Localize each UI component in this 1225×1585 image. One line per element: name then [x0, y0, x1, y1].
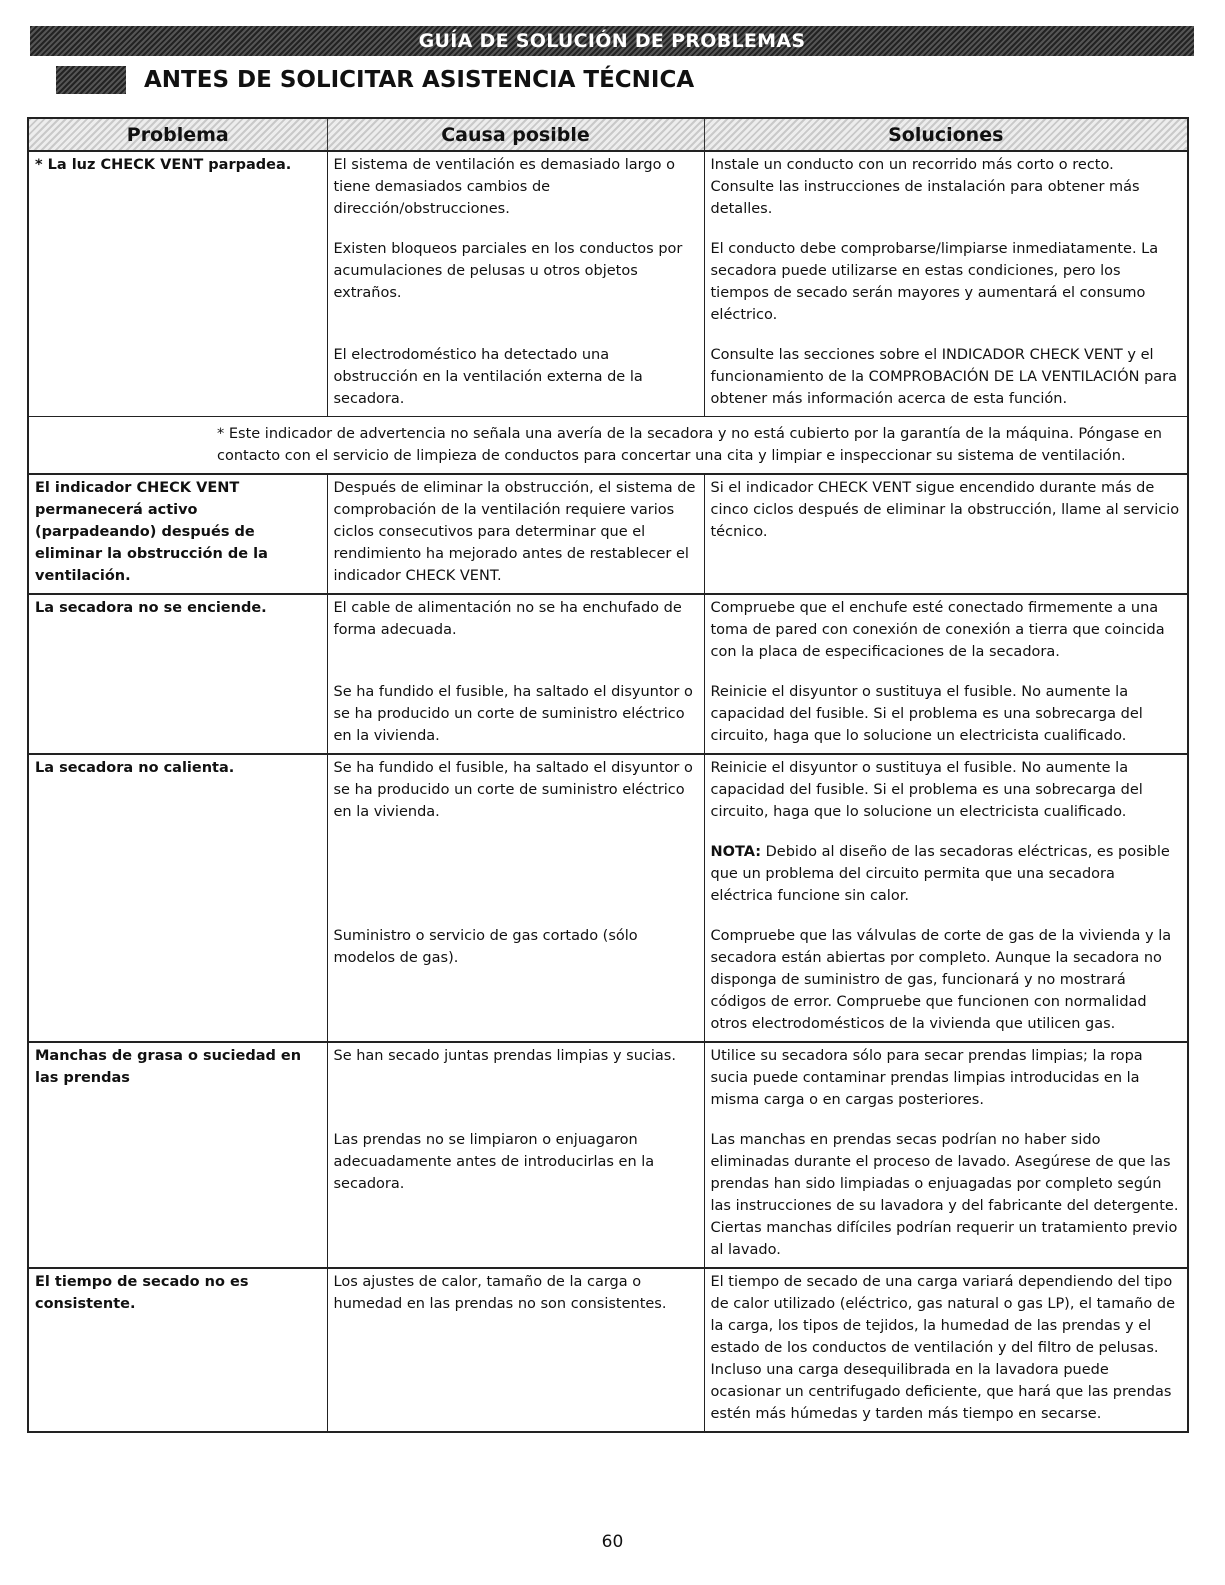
solution-cell: Si el indicador CHECK VENT sigue encendido durante más de cinco ciclos después de eliminar la obstrucción, llame al servicio técnico. [704, 474, 1188, 594]
warning-footnote: * Este indicador de advertencia no señala una avería de la secadora y no está cubierto por la garantía de la máquina. Póngase en contacto con el servicio de limpieza de conductos para concertar una cita y limpiar e inspeccionar su sistema de ventilación. [28, 417, 1188, 475]
table-row [28, 1042, 1188, 1117]
cause-cell: El cable de alimentación no se ha enchufado de forma adecuada. [327, 594, 704, 669]
table-row [28, 151, 1188, 226]
table-row [28, 594, 1188, 669]
cause-cell: Suministro o servicio de gas cortado (sólo modelos de gas). [327, 913, 704, 1042]
cause-cell: El sistema de ventilación es demasiado largo o tiene demasiados cambios de dirección/obstrucciones. [327, 151, 704, 226]
table-row [28, 754, 1188, 829]
solution-cell: Consulte las secciones sobre el INDICADOR CHECK VENT y el funcionamiento de la COMPROBACIÓN DE LA VENTILACIÓN para obtener más información acerca de esta función. [704, 332, 1188, 417]
problem-cell: La secadora no calienta. [28, 754, 327, 1042]
cause-cell: Después de eliminar la obstrucción, el sistema de comprobación de la ventilación requiere varios ciclos consecutivos para determinar que el rendimiento ha mejorado antes de restablecer el indicador CHECK VENT. [327, 474, 704, 594]
solution-cell: Las manchas en prendas secas podrían no haber sido eliminadas durante el proceso de lavado. Asegúrese de que las prendas han sido limpiadas o enjuagadas por completo según las instrucciones de su lavadora y del fabricante del detergente. Ciertas manchas difíciles podrían requerir un tratamiento previo al lavado. [704, 1117, 1188, 1268]
cause-cell: Se ha fundido el fusible, ha saltado el disyuntor o se ha producido un corte de suministro eléctrico en la vivienda. [327, 754, 704, 829]
cause-cell: Existen bloqueos parciales en los conductos por acumulaciones de pelusas u otros objetos extraños. [327, 226, 704, 332]
solution-note-cell [704, 829, 1188, 913]
troubleshooting-table [27, 117, 1189, 1433]
solution-cell: Compruebe que el enchufe esté conectado firmemente a una toma de pared con conexión de conexión a tierra que coincida con la placa de especificaciones de la secadora. [704, 594, 1188, 669]
header-cause: Causa posible [327, 118, 704, 151]
cause-cell [327, 829, 704, 913]
note-label: NOTA: [710, 844, 762, 860]
problem-cell: * La luz CHECK VENT parpadea. [28, 151, 327, 417]
cause-cell: Las prendas no se limpiaron o enjuagaron adecuadamente antes de introducirlas en la secadora. [327, 1117, 704, 1268]
solution-cell: El tiempo de secado de una carga variará dependiendo del tipo de calor utilizado (eléctrico, gas natural o gas LP), el tamaño de la carga, los tipos de tejidos, la humedad de las prendas y el estado de los conductos de ventilación y del filtro de pelusas. Incluso una carga desequilibrada en la lavadora puede ocasionar un centrifugado deficiente, que hará que las prendas estén más húmedas y tarden más tiempo en secarse. [704, 1268, 1188, 1432]
problem-cell: Manchas de grasa o suciedad en las prendas [28, 1042, 327, 1268]
cause-cell: Se ha fundido el fusible, ha saltado el disyuntor o se ha producido un corte de suministro eléctrico en la vivienda. [327, 669, 704, 754]
solution-cell: Reinicie el disyuntor o sustituya el fusible. No aumente la capacidad del fusible. Si el problema es una sobrecarga del circuito, haga que lo solucione un electricista cualificado. [704, 669, 1188, 754]
page-banner: GUÍA DE SOLUCIÓN DE PROBLEMAS [30, 26, 1194, 56]
note-text: Debido al diseño de las secadoras eléctricas, es posible que un problema del circuito permita que una secadora eléctrica funcione sin calor. [710, 844, 1170, 904]
problem-cell: El indicador CHECK VENT permanecerá activo (parpadeando) después de eliminar la obstrucción de la ventilación. [28, 474, 327, 594]
section-title: ANTES DE SOLICITAR ASISTENCIA TÉCNICA [144, 67, 695, 93]
table-row [28, 474, 1188, 594]
page-number: 60 [601, 1532, 624, 1552]
solution-cell: El conducto debe comprobarse/limpiarse inmediatamente. La secadora puede utilizarse en estas condiciones, pero los tiempos de secado serán mayores y aumentará el consumo eléctrico. [704, 226, 1188, 332]
cause-cell: Los ajustes de calor, tamaño de la carga o humedad en las prendas no son consistentes. [327, 1268, 704, 1432]
heading-bar-marker [56, 66, 126, 94]
table-header-row [28, 118, 1188, 151]
table-row [28, 1268, 1188, 1432]
problem-cell: La secadora no se enciende. [28, 594, 327, 754]
solution-cell: Reinicie el disyuntor o sustituya el fusible. No aumente la capacidad del fusible. Si el problema es una sobrecarga del circuito, haga que lo solucione un electricista cualificado. [704, 754, 1188, 829]
cause-cell: El electrodoméstico ha detectado una obstrucción en la ventilación externa de la secadora. [327, 332, 704, 417]
solution-cell: Instale un conducto con un recorrido más corto o recto. Consulte las instrucciones de instalación para obtener más detalles. [704, 151, 1188, 226]
solution-cell: Utilice su secadora sólo para secar prendas limpias; la ropa sucia puede contaminar prendas limpias introducidas en la misma carga o en cargas posteriores. [704, 1042, 1188, 1117]
header-solutions: Soluciones [704, 118, 1188, 151]
section-heading [56, 66, 694, 94]
solution-cell: Compruebe que las válvulas de corte de gas de la vivienda y la secadora están abiertas por completo. Aunque la secadora no disponga de suministro de gas, funcionará y no mostrará códigos de error. Compruebe que funcionen con normalidad otros electrodomésticos de la vivienda que utilicen gas. [704, 913, 1188, 1042]
cause-cell: Se han secado juntas prendas limpias y sucias. [327, 1042, 704, 1117]
header-problem: Problema [28, 118, 327, 151]
footnote-row [28, 417, 1188, 475]
problem-cell: El tiempo de secado no es consistente. [28, 1268, 327, 1432]
